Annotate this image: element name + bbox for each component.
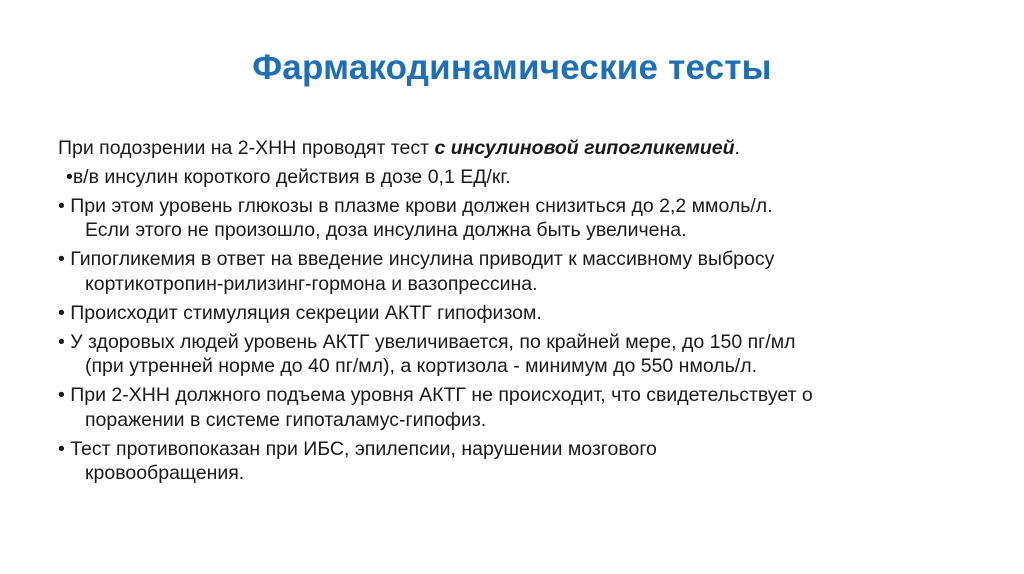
- slide-title: Фармакодинамические тесты: [252, 48, 772, 87]
- bullet-item: [58, 330, 978, 379]
- bullet-line: • Происходит стимуляция секреции АКТГ гипофизом.: [58, 301, 542, 324]
- intro-paragraph: [58, 136, 978, 161]
- bullet-item: [58, 194, 978, 243]
- bullet-item: [58, 165, 978, 190]
- bullet-line: • У здоровых людей уровень АКТГ увеличивается, по крайней мере, до 150 пг/мл: [58, 330, 796, 353]
- bullet-line: • Тест противопоказан при ИБС, эпилепсии, нарушении мозгового: [58, 437, 657, 460]
- bullet-continuation: поражении в системе гипоталамус-гипофиз.: [85, 408, 487, 431]
- bullet-item: [58, 247, 978, 296]
- intro-period: .: [734, 137, 740, 159]
- intro-emphasis: с инсулиновой гипогликемией: [434, 137, 735, 159]
- bullet-continuation: кортикотропин-рилизинг-гормона и вазопрессина.: [85, 272, 538, 295]
- bullet-line: •в/в инсулин короткого действия в дозе 0,1 ЕД/кг.: [66, 165, 511, 188]
- bullet-continuation: Если этого не произошло, доза инсулина должна быть увеличена.: [85, 219, 687, 241]
- bullet-continuation: кровообращения.: [85, 462, 245, 484]
- intro-text: При подозрении на 2-ХНН проводят тест: [58, 137, 435, 159]
- bullet-continuation: (при утренней норме до 40 пг/мл), а кортизола - минимум до 550 нмоль/л.: [85, 355, 758, 377]
- bullet-line: • При 2-ХНН должного подъема уровня АКТГ не происходит, что свидетельствует о: [58, 384, 813, 406]
- bullet-line: • Гипогликемия в ответ на введение инсулина приводит к массивному выбросу: [58, 248, 775, 270]
- bullet-item: [58, 301, 978, 326]
- bullet-item: [58, 437, 978, 486]
- bullet-line: • При этом уровень глюкозы в плазме крови должен снизиться до 2,2 ммоль/л.: [58, 194, 773, 217]
- slide-body: [58, 136, 978, 490]
- bullet-item: [58, 383, 978, 432]
